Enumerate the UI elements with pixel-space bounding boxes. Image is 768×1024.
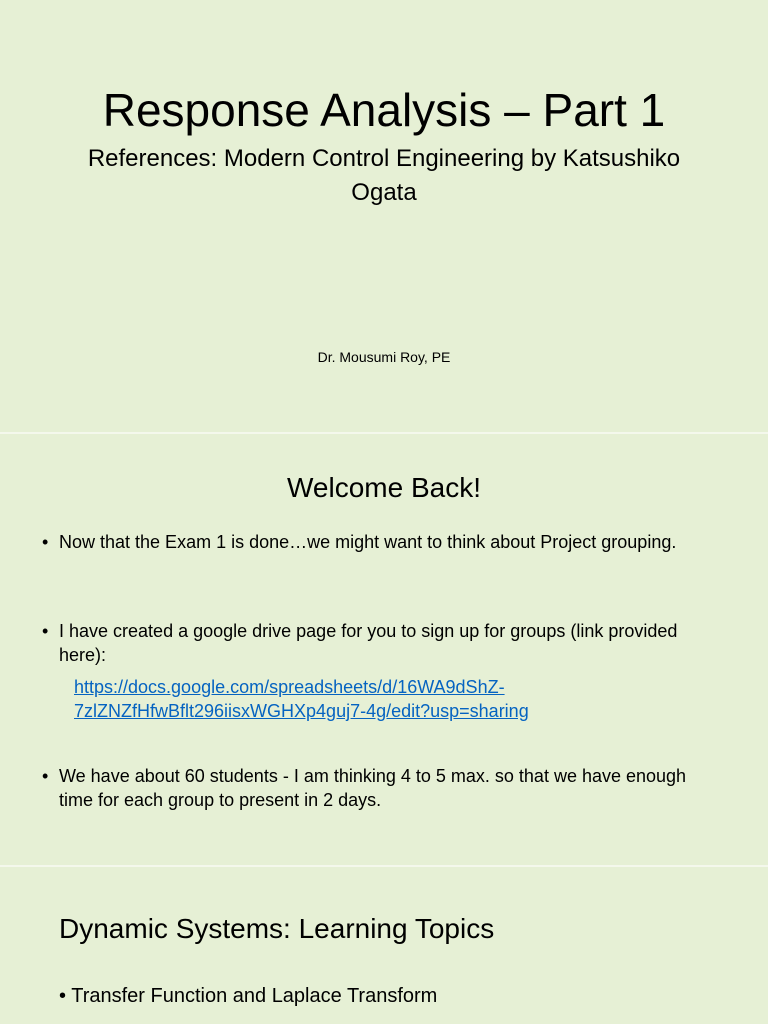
bullet-text: I have created a google drive page for you to sign up for groups (link provided here): [59, 621, 678, 665]
link-line: https://docs.google.com/spreadsheets/d/16WA9dShZ- [74, 677, 505, 697]
spreadsheet-link[interactable] [74, 675, 634, 723]
slide-title: Dynamic Systems: Learning Topics [59, 913, 495, 944]
link-line: 7zlZNZfHfwBflt296iisxWGHXp4guj7-4g/edit?usp=sharing [74, 701, 529, 721]
author-name: Dr. Mousumi Roy, PE [317, 349, 451, 365]
bullet-text: Transfer Function and Laplace Transform [71, 985, 438, 1007]
bullet-text: We have about 60 students - I am thinking 4 to 5 max. so that we have enough time for each group to present in 2 days. [59, 766, 687, 810]
slide-title: Response Analysis – Part 1 [102, 84, 666, 136]
bullet-icon: • [42, 621, 49, 641]
bullet-icon: • [59, 985, 67, 1007]
bullet-item [42, 619, 722, 667]
slide-subtitle: References: Modern Control Engineering by Katsushiko Ogata [87, 145, 681, 206]
bullet-item [42, 530, 722, 554]
topics-slide [0, 867, 768, 1024]
welcome-slide [0, 434, 768, 865]
bullet-item [42, 764, 722, 812]
bullet-text: Now that the Exam 1 is done…we might want to think about Project grouping. [59, 532, 677, 552]
bullet-item [59, 982, 437, 1010]
bullet-icon: • [42, 766, 49, 786]
slide-title: Welcome Back! [287, 472, 481, 503]
title-slide [0, 0, 768, 432]
bullet-icon: • [42, 532, 49, 552]
